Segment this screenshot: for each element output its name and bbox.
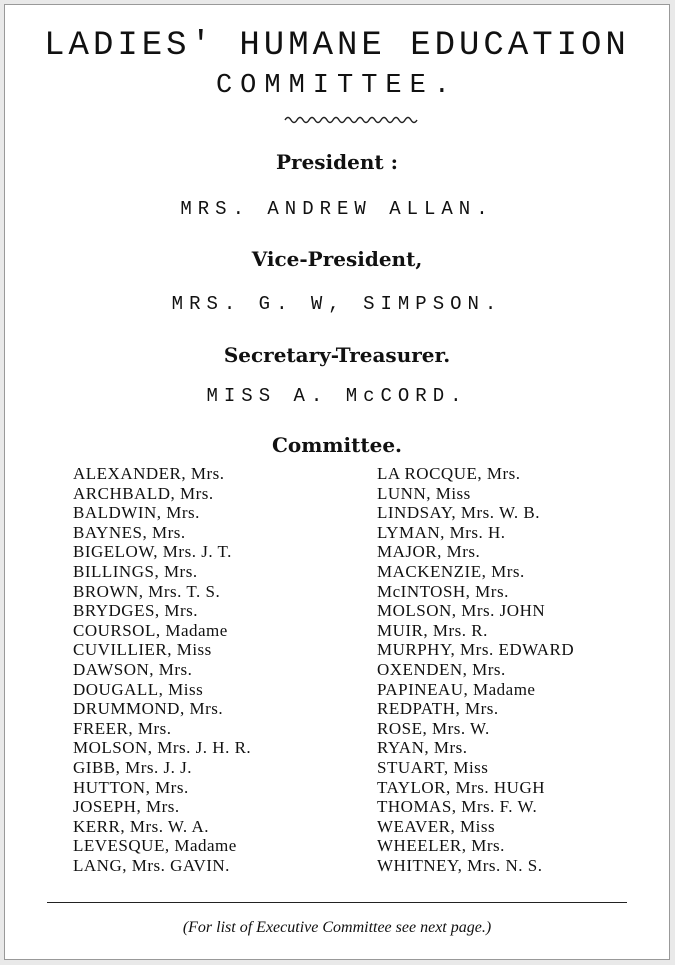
committee-member: MOLSON, Mrs. JOHN bbox=[377, 601, 546, 621]
committee-member: FREER, Mrs. bbox=[73, 718, 172, 738]
footer-rule bbox=[47, 902, 627, 903]
wavy-divider bbox=[283, 115, 423, 125]
committee-member: THOMAS, Mrs. F. W. bbox=[377, 797, 538, 817]
committee-list-left bbox=[73, 464, 251, 875]
committee-member: JOSEPH, Mrs. bbox=[73, 797, 180, 817]
committee-member: MAJOR, Mrs. bbox=[377, 542, 481, 562]
committee-member: LA ROCQUE, Mrs. bbox=[377, 464, 521, 483]
committee-member: MOLSON, Mrs. J. H. R. bbox=[73, 738, 252, 758]
committee-member: BILLINGS, Mrs. bbox=[73, 561, 198, 581]
president-name: MRS. ANDREW ALLAN. bbox=[180, 198, 494, 220]
committee-member: BAYNES, Mrs. bbox=[73, 522, 186, 542]
title-line-1: LADIES' HUMANE EDUCATION bbox=[44, 27, 630, 65]
committee-member: HUTTON, Mrs. bbox=[73, 777, 189, 797]
committee-member: TAYLOR, Mrs. HUGH bbox=[377, 777, 546, 797]
committee-member: McINTOSH, Mrs. bbox=[377, 581, 509, 601]
vice-president-name: MRS. G. W, SIMPSON. bbox=[171, 293, 503, 315]
committee-member: WHEELER, Mrs. bbox=[377, 836, 505, 856]
document-page bbox=[4, 4, 670, 960]
committee-member: WHITNEY, Mrs. N. S. bbox=[377, 855, 543, 875]
committee-member: ROSE, Mrs. W. bbox=[377, 718, 490, 738]
secretary-treasurer-heading: Secretary-Treasurer. bbox=[223, 343, 451, 367]
committee-member: REDPATH, Mrs. bbox=[377, 699, 499, 719]
committee-member: BALDWIN, Mrs. bbox=[73, 503, 200, 523]
committee-member: GIBB, Mrs. J. J. bbox=[73, 757, 192, 777]
committee-list-right bbox=[377, 464, 574, 875]
committee-member: BIGELOW, Mrs. J. T. bbox=[73, 542, 232, 562]
footnote: (For list of Executive Committee see next page.) bbox=[182, 919, 492, 936]
committee-member: ALEXANDER, Mrs. bbox=[73, 464, 225, 483]
committee-member: BRYDGES, Mrs. bbox=[73, 601, 199, 621]
committee-member: MUIR, Mrs. R. bbox=[377, 620, 488, 640]
committee-member: LUNN, Miss bbox=[377, 483, 471, 503]
committee-member: WEAVER, Miss bbox=[377, 816, 496, 836]
committee-member: LINDSAY, Mrs. W. B. bbox=[377, 503, 541, 523]
committee-member: DAWSON, Mrs. bbox=[73, 659, 193, 679]
vice-president-heading: Vice-President, bbox=[251, 247, 423, 271]
committee-member: STUART, Miss bbox=[377, 757, 489, 777]
committee-member: DRUMMOND, Mrs. bbox=[73, 699, 224, 719]
president-heading: President : bbox=[276, 150, 398, 174]
committee-heading: Committee. bbox=[271, 433, 403, 457]
committee-member: KERR, Mrs. W. A. bbox=[73, 816, 209, 836]
committee-member: COURSOL, Madame bbox=[73, 620, 228, 640]
committee-member: MACKENZIE, Mrs. bbox=[377, 561, 525, 581]
committee-member: LYMAN, Mrs. H. bbox=[377, 522, 506, 542]
committee-member: DOUGALL, Miss bbox=[73, 679, 204, 699]
committee-member: LEVESQUE, Madame bbox=[73, 836, 237, 856]
committee-member: ARCHBALD, Mrs. bbox=[73, 483, 214, 503]
committee-member: OXENDEN, Mrs. bbox=[377, 659, 506, 679]
committee-member: CUVILLIER, Miss bbox=[73, 640, 212, 660]
committee-member: LANG, Mrs. GAVIN. bbox=[73, 855, 230, 875]
title-line-2: COMMITTEE. bbox=[215, 71, 459, 101]
secretary-treasurer-name: MISS A. McCORD. bbox=[206, 385, 468, 407]
committee-member: BROWN, Mrs. T. S. bbox=[73, 581, 221, 601]
committee-member: RYAN, Mrs. bbox=[377, 738, 468, 758]
committee-member: PAPINEAU, Madame bbox=[377, 679, 536, 699]
committee-member: MURPHY, Mrs. EDWARD bbox=[377, 640, 575, 660]
